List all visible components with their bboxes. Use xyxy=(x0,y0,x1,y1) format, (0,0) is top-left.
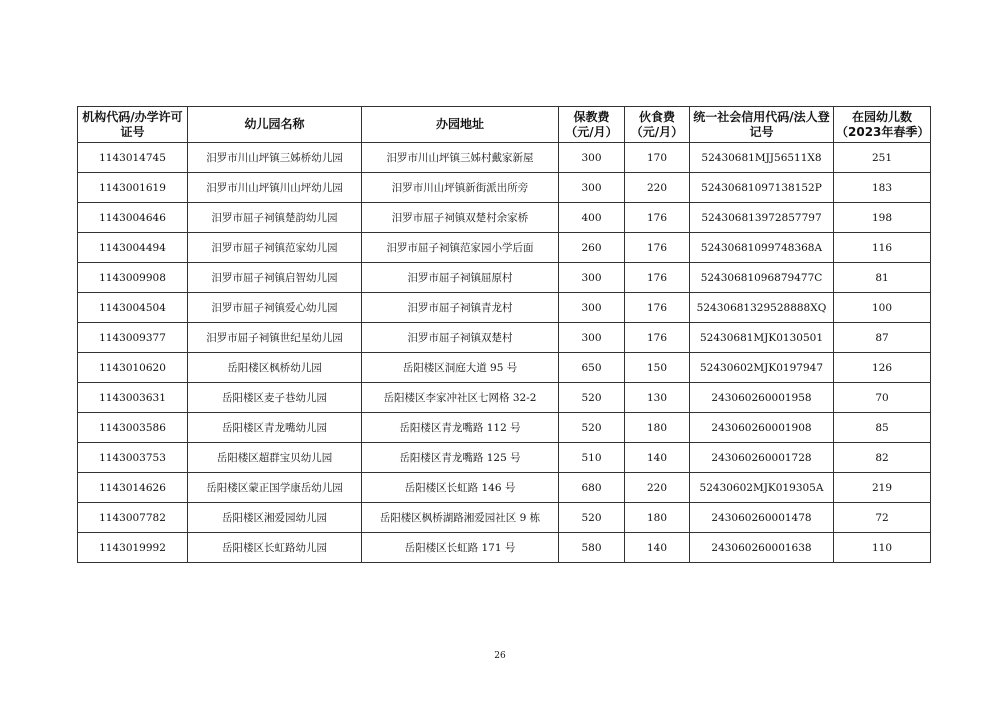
tuition-cell: 680 xyxy=(559,473,625,503)
name-cell: 汨罗市屈子祠镇楚韵幼儿园 xyxy=(188,203,362,233)
org-code-cell: 1143003586 xyxy=(78,413,188,443)
credit-code-cell: 52430681099748368A xyxy=(690,233,834,263)
enrollment-cell: 72 xyxy=(834,503,931,533)
meal-cell: 150 xyxy=(625,353,690,383)
table-row xyxy=(78,533,931,563)
enrollment-cell: 100 xyxy=(834,293,931,323)
enrollment-cell: 87 xyxy=(834,323,931,353)
table-row xyxy=(78,203,931,233)
name-cell: 汨罗市屈子祠镇范家幼儿园 xyxy=(188,233,362,263)
meal-cell: 220 xyxy=(625,173,690,203)
org-code-cell: 1143003631 xyxy=(78,383,188,413)
name-cell: 岳阳楼区蒙正国学康岳幼儿园 xyxy=(188,473,362,503)
tuition-cell: 260 xyxy=(559,233,625,263)
table-row xyxy=(78,473,931,503)
address-cell: 汨罗市屈子祠镇屈原村 xyxy=(362,263,559,293)
table-row xyxy=(78,383,931,413)
tuition-cell: 580 xyxy=(559,533,625,563)
enrollment-cell: 251 xyxy=(834,143,931,173)
meal-cell: 176 xyxy=(625,203,690,233)
meal-cell: 176 xyxy=(625,293,690,323)
table-row xyxy=(78,173,931,203)
tuition-cell: 400 xyxy=(559,203,625,233)
meal-cell: 176 xyxy=(625,323,690,353)
table-header-row xyxy=(78,107,931,143)
enrollment-cell: 110 xyxy=(834,533,931,563)
header-address: 办园地址 xyxy=(362,107,559,143)
tuition-cell: 300 xyxy=(559,143,625,173)
table-body xyxy=(78,143,931,563)
meal-cell: 170 xyxy=(625,143,690,173)
address-cell: 汨罗市川山坪镇新街派出所旁 xyxy=(362,173,559,203)
tuition-cell: 650 xyxy=(559,353,625,383)
enrollment-cell: 126 xyxy=(834,353,931,383)
meal-cell: 140 xyxy=(625,533,690,563)
credit-code-cell: 52430681329528888XQ xyxy=(690,293,834,323)
credit-code-cell: 52430681096879477C xyxy=(690,263,834,293)
meal-cell: 180 xyxy=(625,413,690,443)
header-credit-code: 统一社会信用代码/法人登记号 xyxy=(690,107,834,143)
meal-cell: 180 xyxy=(625,503,690,533)
tuition-cell: 300 xyxy=(559,263,625,293)
enrollment-cell: 82 xyxy=(834,443,931,473)
header-meal-fee: 伙食费（元/月） xyxy=(625,107,690,143)
meal-cell: 176 xyxy=(625,263,690,293)
table-row xyxy=(78,503,931,533)
address-cell: 汨罗市川山坪镇三姊村戴家新屋 xyxy=(362,143,559,173)
table-row xyxy=(78,293,931,323)
page-number: 26 xyxy=(494,651,506,661)
credit-code-cell: 243060260001478 xyxy=(690,503,834,533)
org-code-cell: 1143007782 xyxy=(78,503,188,533)
org-code-cell: 1143019992 xyxy=(78,533,188,563)
address-cell: 岳阳楼区长虹路 146 号 xyxy=(362,473,559,503)
table-row xyxy=(78,233,931,263)
name-cell: 岳阳楼区麦子巷幼儿园 xyxy=(188,383,362,413)
credit-code-cell: 243060260001728 xyxy=(690,443,834,473)
header-enrollment: 在园幼儿数（2023年春季） xyxy=(834,107,931,143)
tuition-cell: 510 xyxy=(559,443,625,473)
enrollment-cell: 198 xyxy=(834,203,931,233)
address-cell: 岳阳楼区长虹路 171 号 xyxy=(362,533,559,563)
org-code-cell: 1143001619 xyxy=(78,173,188,203)
address-cell: 岳阳楼区洞庭大道 95 号 xyxy=(362,353,559,383)
enrollment-cell: 70 xyxy=(834,383,931,413)
table-row xyxy=(78,353,931,383)
table-row xyxy=(78,413,931,443)
enrollment-cell: 219 xyxy=(834,473,931,503)
meal-cell: 176 xyxy=(625,233,690,263)
credit-code-cell: 52430681MJK0130501 xyxy=(690,323,834,353)
credit-code-cell: 52430602MJK0197947 xyxy=(690,353,834,383)
enrollment-cell: 85 xyxy=(834,413,931,443)
credit-code-cell: 52430681097138152P xyxy=(690,173,834,203)
name-cell: 岳阳楼区长虹路幼儿园 xyxy=(188,533,362,563)
address-cell: 汨罗市屈子祠镇范家园小学后面 xyxy=(362,233,559,263)
address-cell: 汨罗市屈子祠镇双楚村余家桥 xyxy=(362,203,559,233)
table-row xyxy=(78,263,931,293)
table-row xyxy=(78,143,931,173)
org-code-cell: 1143004646 xyxy=(78,203,188,233)
header-tuition-fee: 保教费（元/月） xyxy=(559,107,625,143)
name-cell: 汨罗市屈子祠镇世纪星幼儿园 xyxy=(188,323,362,353)
org-code-cell: 1143014745 xyxy=(78,143,188,173)
kindergarten-table xyxy=(77,106,931,563)
table-row xyxy=(78,443,931,473)
name-cell: 汨罗市屈子祠镇爱心幼儿园 xyxy=(188,293,362,323)
meal-cell: 130 xyxy=(625,383,690,413)
name-cell: 岳阳楼区超群宝贝幼儿园 xyxy=(188,443,362,473)
tuition-cell: 520 xyxy=(559,383,625,413)
tuition-cell: 300 xyxy=(559,323,625,353)
org-code-cell: 1143004504 xyxy=(78,293,188,323)
credit-code-cell: 52430681397285779​7 xyxy=(690,203,834,233)
address-cell: 岳阳楼区青龙嘴路 125 号 xyxy=(362,443,559,473)
credit-code-cell: 52430681MJJ56511X8 xyxy=(690,143,834,173)
header-kindergarten-name: 幼儿园名称 xyxy=(188,107,362,143)
org-code-cell: 1143014626 xyxy=(78,473,188,503)
org-code-cell: 1143010620 xyxy=(78,353,188,383)
address-cell: 汨罗市屈子祠镇双楚村 xyxy=(362,323,559,353)
name-cell: 汨罗市川山坪镇三姊桥幼儿园 xyxy=(188,143,362,173)
name-cell: 岳阳楼区枫桥幼儿园 xyxy=(188,353,362,383)
enrollment-cell: 183 xyxy=(834,173,931,203)
org-code-cell: 1143009377 xyxy=(78,323,188,353)
org-code-cell: 1143003753 xyxy=(78,443,188,473)
meal-cell: 220 xyxy=(625,473,690,503)
header-org-code: 机构代码/办学许可证号 xyxy=(78,107,188,143)
address-cell: 岳阳楼区李家冲社区七网格 32-2 xyxy=(362,383,559,413)
address-cell: 岳阳楼区枫桥湖路湘爱园社区 9 栋 xyxy=(362,503,559,533)
tuition-cell: 520 xyxy=(559,503,625,533)
org-code-cell: 1143009908 xyxy=(78,263,188,293)
tuition-cell: 520 xyxy=(559,413,625,443)
name-cell: 汨罗市川山坪镇川山坪幼儿园 xyxy=(188,173,362,203)
table-row xyxy=(78,323,931,353)
address-cell: 岳阳楼区青龙嘴路 112 号 xyxy=(362,413,559,443)
credit-code-cell: 52430602MJK019305A xyxy=(690,473,834,503)
credit-code-cell: 243060260001958 xyxy=(690,383,834,413)
org-code-cell: 1143004494 xyxy=(78,233,188,263)
meal-cell: 140 xyxy=(625,443,690,473)
name-cell: 汨罗市屈子祠镇启智幼儿园 xyxy=(188,263,362,293)
enrollment-cell: 81 xyxy=(834,263,931,293)
address-cell: 汨罗市屈子祠镇青龙村 xyxy=(362,293,559,323)
enrollment-cell: 116 xyxy=(834,233,931,263)
tuition-cell: 300 xyxy=(559,293,625,323)
credit-code-cell: 243060260001908 xyxy=(690,413,834,443)
name-cell: 岳阳楼区湘爱园幼儿园 xyxy=(188,503,362,533)
credit-code-cell: 243060260001638 xyxy=(690,533,834,563)
tuition-cell: 300 xyxy=(559,173,625,203)
name-cell: 岳阳楼区青龙嘴幼儿园 xyxy=(188,413,362,443)
